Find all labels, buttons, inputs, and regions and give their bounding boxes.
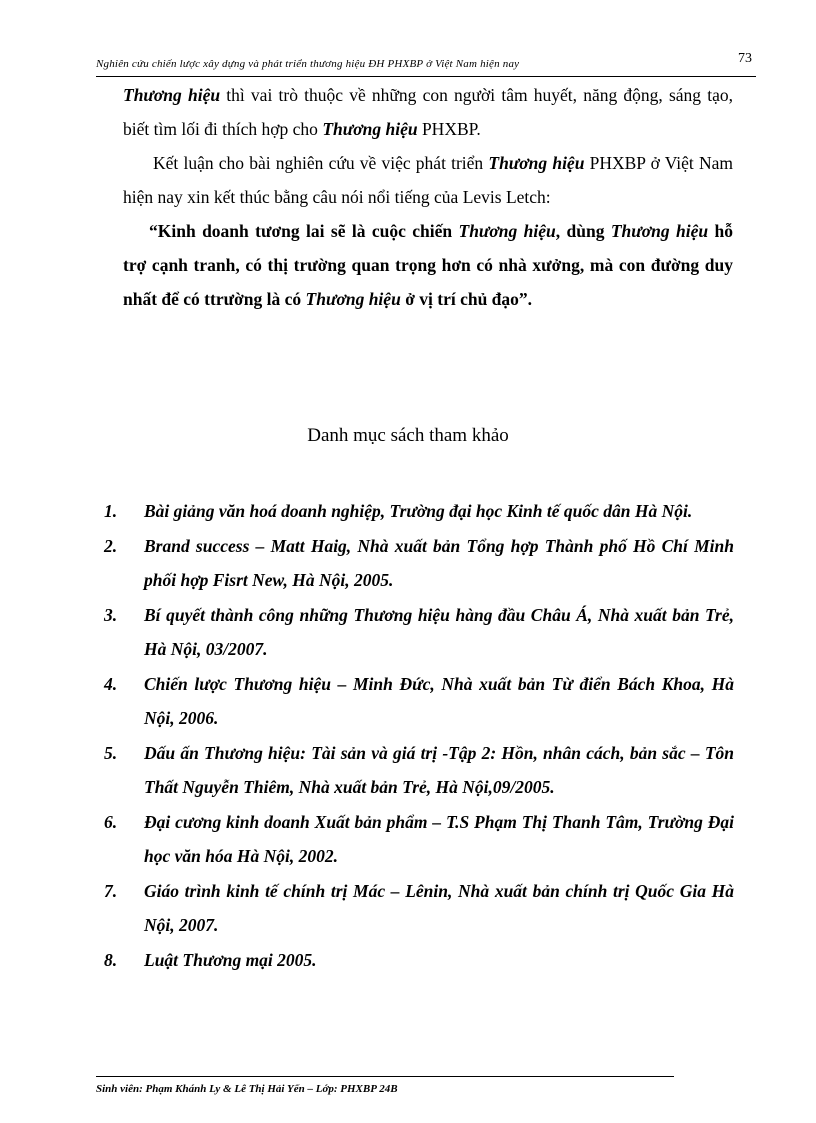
- paragraph-text: PHXBP.: [417, 119, 481, 139]
- paragraph-text: PHXBP ở Việt Nam hiện nay xin kết thúc bằng câu nói nổi tiếng của Levis Letch:: [123, 153, 733, 207]
- reference-list: [104, 494, 734, 978]
- reference-item: [104, 598, 734, 666]
- page-header: [96, 51, 756, 77]
- reference-item: [104, 494, 734, 528]
- reference-item: [104, 529, 734, 597]
- footer-authors: Sinh viên: Phạm Khánh Ly & Lê Thị Hải Yến – Lớp: PHXBP 24B: [96, 1083, 398, 1095]
- reference-text: Brand success – Matt Haig, Nhà xuất bản Tổng hợp Thành phố Hồ Chí Minh phối hợp Fisrt New, Hà Nội, 2005.: [144, 536, 734, 590]
- brand-term: Thương hiệu: [488, 153, 585, 173]
- reference-number: 7.: [104, 881, 118, 901]
- reference-number: 3.: [104, 605, 118, 625]
- quote-text: ở vị trí chủ đạo”.: [400, 289, 533, 309]
- quote-text: , dùng: [555, 221, 611, 241]
- brand-term: Thương hiệu: [458, 221, 556, 241]
- quote-text: hỗ trợ cạnh tranh, có thị trường quan trọng hơn có nhà xưởng, mà con đường duy nhất để có ttrường là có: [123, 221, 733, 309]
- reference-number: 5.: [104, 743, 118, 763]
- reference-text: Dấu ấn Thương hiệu: Tài sản và giá trị -Tập 2: Hồn, nhân cách, bản sắc – Tôn Thất Nguyễn Thiêm, Nhà xuất bản Trẻ, Hà Nội,09/2005.: [144, 743, 734, 797]
- reference-item: [104, 874, 734, 942]
- brand-term: Thương hiệu: [610, 221, 709, 241]
- paragraph-text: Kết luận cho bài nghiên cứu về việc phát triển: [153, 153, 489, 173]
- reference-item: [104, 736, 734, 804]
- reference-number: 8.: [104, 950, 118, 970]
- reference-text: Bí quyết thành công những Thương hiệu hàng đầu Châu Á, Nhà xuất bản Trẻ, Hà Nội, 03/2007.: [144, 605, 734, 659]
- reference-number: 6.: [104, 812, 118, 832]
- paragraph-text: thì vai trò thuộc về những con người tâm huyết, năng động, sáng tạo, biết tìm lối đi thích hợp cho: [123, 85, 733, 139]
- reference-text: Chiến lược Thương hiệu – Minh Đức, Nhà xuất bản Từ điển Bách Khoa, Hà Nội, 2006.: [144, 674, 734, 728]
- page-number: 73: [738, 51, 752, 66]
- reference-number: 1.: [104, 501, 118, 521]
- reference-item: [104, 805, 734, 873]
- brand-term: Thương hiệu: [305, 289, 401, 309]
- reference-number: 2.: [104, 536, 118, 556]
- brand-term: Thương hiệu: [322, 119, 418, 139]
- closing-quote: [123, 214, 733, 316]
- paragraph-2: [123, 146, 733, 214]
- reference-text: Bài giảng văn hoá doanh nghiệp, Trường đại học Kinh tế quốc dân Hà Nội.: [144, 501, 693, 521]
- quote-text: “Kinh doanh tương lai sẽ là cuộc chiến: [149, 221, 459, 241]
- brand-term: Thương hiệu: [123, 85, 221, 105]
- references-title: Danh mục sách tham khảo: [307, 425, 509, 446]
- reference-text: Đại cương kinh doanh Xuất bản phẩm – T.S Phạm Thị Thanh Tâm, Trường Đại học văn hóa Hà Nội, 2002.: [144, 812, 734, 866]
- reference-item: [104, 943, 734, 977]
- reference-item: [104, 667, 734, 735]
- paragraph-1: [123, 78, 733, 146]
- reference-text: Giáo trình kinh tế chính trị Mác – Lênin, Nhà xuất bản chính trị Quốc Gia Hà Nội, 2007.: [144, 881, 734, 935]
- reference-number: 4.: [104, 674, 118, 694]
- running-title: Nghiên cứu chiến lược xây dựng và phát triển thương hiệu ĐH PHXBP ở Việt Nam hiện nay: [96, 58, 520, 70]
- reference-text: Luật Thương mại 2005.: [144, 950, 317, 970]
- footer-divider: [96, 1076, 674, 1077]
